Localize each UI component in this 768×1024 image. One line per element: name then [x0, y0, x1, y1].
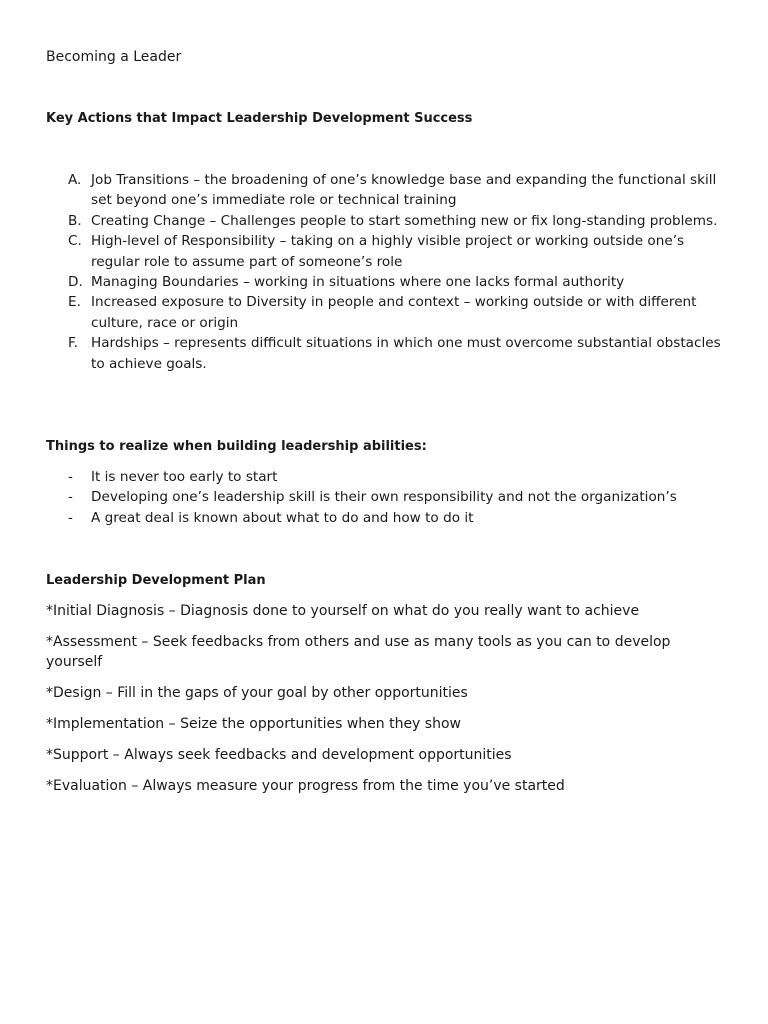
plan-paragraph-assessment: *Assessment – Seek feedbacks from others and use as many tools as you can to develop yourself	[46, 634, 671, 671]
list-item	[46, 170, 736, 211]
plan-paragraph-support: *Support – Always seek feedbacks and development opportunities	[46, 747, 512, 763]
list-item-text: Managing Boundaries – working in situations where one lacks formal authority	[91, 274, 625, 291]
list-marker: F.	[68, 335, 78, 352]
plan-paragraph-initial-diagnosis: *Initial Diagnosis – Diagnosis done to yourself on what do you really want to achieve	[46, 603, 640, 619]
list-marker: -	[68, 509, 73, 526]
list-marker: -	[68, 469, 73, 485]
plan-paragraph-design: *Design – Fill in the gaps of your goal by other opportunities	[46, 685, 468, 701]
development-plan-heading: Leadership Development Plan	[46, 573, 266, 588]
plan-paragraph-implementation: *Implementation – Seize the opportunities when they show	[46, 716, 461, 732]
plan-paragraph-evaluation: *Evaluation – Always measure your progress from the time you’ve started	[46, 778, 565, 794]
list-item	[46, 467, 736, 487]
list-item	[46, 272, 736, 292]
list-item-text: Job Transitions – the broadening of one’s knowledge base and expanding the functional skill set beyond one’s immediate role or technical training	[91, 172, 717, 209]
key-actions-list	[46, 170, 736, 374]
list-item-text: A great deal is known about what to do and how to do it	[91, 509, 474, 526]
key-actions-heading: Key Actions that Impact Leadership Development Success	[46, 111, 473, 126]
things-to-realize-list	[46, 467, 736, 528]
list-item	[46, 487, 736, 507]
list-item	[46, 508, 736, 528]
list-marker: A.	[68, 172, 82, 188]
list-item	[46, 231, 736, 272]
list-item-text: High-level of Responsibility – taking on a highly visible project or working outside one’s regular role to assume part of someone’s role	[91, 233, 685, 270]
list-item	[46, 211, 736, 231]
list-item	[46, 333, 736, 374]
list-item-text: Increased exposure to Diversity in people and context – working outside or with different culture, race or origin	[91, 294, 697, 331]
list-item-text: It is never too early to start	[91, 469, 278, 485]
list-marker: C.	[68, 233, 82, 250]
list-item-text: Creating Change – Challenges people to start something new or fix long-standing problems.	[91, 212, 718, 229]
things-to-realize-heading: Things to realize when building leadership abilities:	[46, 439, 427, 454]
document-title: Becoming a Leader	[46, 49, 182, 65]
list-item	[46, 292, 736, 333]
list-marker: E.	[68, 294, 81, 311]
list-item-text: Developing one’s leadership skill is their own responsibility and not the organization’s	[91, 489, 677, 506]
list-marker: D.	[68, 274, 83, 291]
list-marker: B.	[68, 212, 82, 229]
list-marker: -	[68, 489, 73, 506]
list-item-text: Hardships – represents difficult situations in which one must overcome substantial obstacles to achieve goals.	[91, 335, 721, 372]
